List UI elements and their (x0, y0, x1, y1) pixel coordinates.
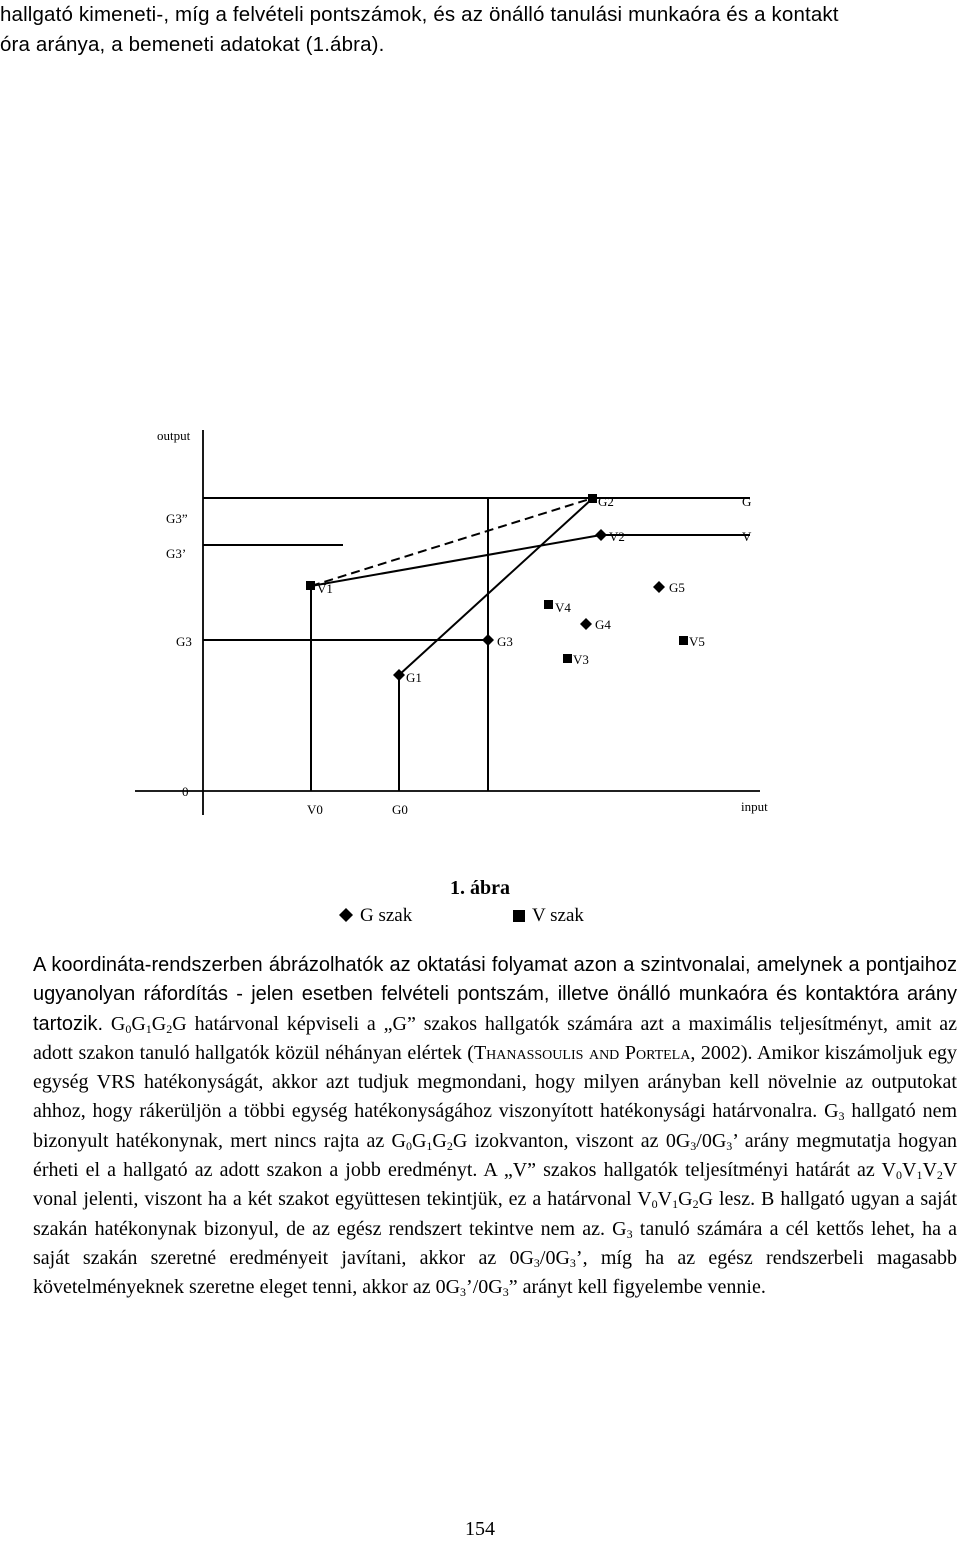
figure-1-chart (130, 378, 800, 848)
label-v4: V4 (555, 600, 571, 615)
label-v3: V3 (573, 652, 589, 667)
intro-line-2: óra aránya, a bemeneti adatokat (1.ábra). (0, 33, 385, 56)
legend-item-v (512, 903, 584, 929)
body-sentence-7: vonal jelenti, viszont ha a két szakot együttesen tekintjük, ez a határvonal (33, 1188, 632, 1211)
body-sentence-1: A koordináta-rendszerben ábrázolhatók az oktatási folyamat azon a szintvonalai, amelynek a pontjaihoz ugyanolyan ráfordítás - jelen esetben felvételi pontszám, illetve önálló munkaóra és kontaktóra arány tartozik. (33, 954, 957, 1035)
label-v2: V2 (609, 529, 625, 544)
point-v3 (563, 654, 572, 663)
body-paragraph: A koordináta-rendszerben ábrázolhatók az oktatási folyamat azon a szintvonalai, amelynek a pontjaihoz ugyanolyan ráfordítás - jelen esetben felvételi pontszám, illetve önálló munkaóra és kontaktóra arány tartozik. $G_0G_1G_2G$ határvonal képviseli a „G” szakos hallgatók számára azt a maximális teljesítményt, amit az adott szakon tanuló hallgatók közül néhányan elértek (Thanassoulis and Portela, 2002). Amikor kiszámoljuk egy egység VRS hatékonyságát, akkor azt tudjuk megmondani, hogy milyen arányban kell növelnie az outputokat ahhoz, hogy rákerüljön a többi egység hatékonyságához viszonyított hatékonysági határvonalra. $G_3$ hallgató nem bizonyult hatékonynak, mert nincs rajta az $G_0G_1G_2G$ izokvanton, viszont az $0G_3/0G_3$’ arány megmutatja hogyan érheti el a hallgató az adott szakon a jobb eredményt. A „V” szakos hallgatók teljesítményi határát az $V_0V_1V_2V$ vonal jelenti, viszont ha a két szakot együttesen tekintjük, ez a határvonal $V_0V_1G_2G$ lesz. B hallgató ugyan a saját szakán hatékonynak bizonyul, de az egész rendszert tekintve nem az. $G_3$ tanuló számára a cél kettős lehet, ha a saját szakán szeretné eredményeit javítani, akkor az $0G_3/0G_3$’, míg ha az egész rendszerbeli magasabb követelményeknek szeretne eleget tenni, akkor az $0G_3’/0G_3$” arányt kell figyelembe vennie. (33, 954, 958, 1300)
point-v1 (306, 581, 315, 590)
point-g3 (482, 634, 494, 646)
label-v5: V5 (689, 634, 705, 649)
legend-label-v: V szak (532, 905, 584, 926)
body-sentence-3: Amikor kiszámoljuk egy egység VRS hatékonyságát, akkor azt tudjuk megmondani, hogy milyen arányban kell növelnie az outputokat ahhoz, hogy rákerüljön a többi egység hatékonyságához viszonyított hatékonysági határvonalra. (33, 1041, 957, 1123)
body-sentence-9: tanuló számára a cél kettős lehet, ha a saját szakán szeretné eredményeit javítani, akkor az (33, 1217, 957, 1269)
y-axis-label: output (157, 428, 191, 443)
dashed-v1-g2 (311, 498, 593, 586)
y-tick-g3-prime: G3’ (166, 546, 187, 561)
y-tick-g3-double: G3” (166, 511, 188, 526)
x-tick-v0: V0 (307, 802, 323, 817)
body-sentence-6: arány megmutatja hogyan érheti el a hallgató az adott szakon a jobb eredményt. A „V” szakos hallgatók teljesítményi határát az (33, 1129, 957, 1182)
point-g5 (653, 581, 665, 593)
point-v2 (595, 529, 607, 541)
label-g3: G3 (497, 634, 513, 649)
label-g1: G1 (406, 670, 422, 685)
body-sentence-5: izokvanton, viszont az (467, 1129, 659, 1152)
body-sentence-10: , míg ha az egész rendszerbeli magasabb követelményeknek szeretne eleget tenni, akkor az (33, 1246, 957, 1299)
origin-label: 0 (182, 784, 189, 799)
citation-authors: Thanassoulis and Portela (473, 1041, 691, 1064)
point-g2 (588, 494, 597, 503)
legend-item-g (338, 903, 412, 929)
v-frontier-v1-v2 (311, 535, 601, 586)
intro-text (0, 0, 958, 60)
figure-caption: 1. ábra (450, 877, 510, 899)
label-v1: V1 (317, 581, 333, 596)
legend-label-g: G szak (360, 905, 413, 926)
label-g-end: G (742, 494, 752, 509)
x-axis-label: input (741, 799, 768, 814)
point-v5 (679, 636, 688, 645)
point-v4 (544, 600, 553, 609)
x-tick-g0: G0 (392, 802, 408, 817)
label-g2: G2 (598, 494, 614, 509)
body-sentence-8: lesz. B hallgató ugyan a saját szakán hatékonynak bizonyul, de az egész rendszert tekintve nem az. (33, 1188, 958, 1240)
page-number: 154 (465, 1518, 495, 1540)
intro-line-1: hallgató kimeneti-, míg a felvételi pontszámok, és az önálló tanulási munkaóra és a kontakt (0, 3, 839, 26)
y-tick-g3: G3 (176, 634, 192, 649)
label-g4: G4 (595, 617, 611, 632)
square-icon (512, 909, 526, 923)
citation-year: , 2002). (690, 1041, 753, 1064)
label-g5: G5 (669, 580, 685, 595)
diamond-icon (338, 907, 354, 923)
label-v-end: V (742, 529, 752, 544)
body-sentence-11: arányt kell figyelembe vennie. (517, 1276, 766, 1299)
g-frontier-g1-g2 (399, 498, 593, 675)
body-sentence-4: hallgató nem bizonyult hatékonynak, mert nincs rajta az (33, 1100, 958, 1152)
body-sentence-2: határvonal képviseli a „G” szakos hallgatók számára azt a maximális teljesítményt, amit az adott szakon tanuló hallgatók közül néhányan elértek ( (33, 1012, 957, 1064)
point-g4 (580, 618, 592, 630)
